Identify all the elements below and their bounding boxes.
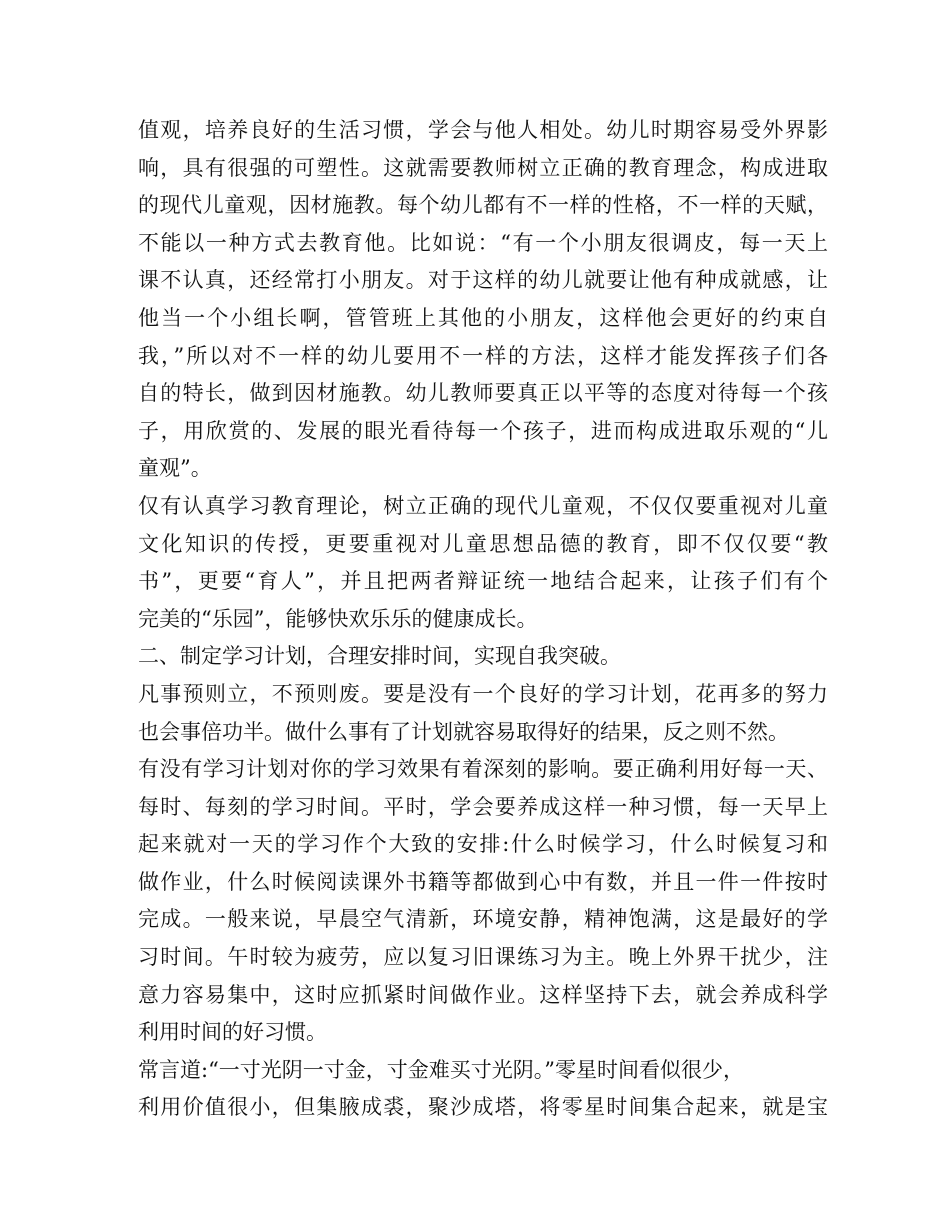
text-line: 书”，更要“育人”，并且把两者辩证统一地结合起来，让孩子们有个: [138, 569, 828, 594]
text-line: 也会事倍功半。做什么事有了计划就容易取得好的结果，反之则不然。: [138, 719, 789, 744]
text-line: 的现代儿童观，因材施教。每个幼儿都有不一样的性格，不一样的天赋，: [138, 193, 828, 218]
text-line: 仅有认真学习教育理论，树立正确的现代儿童观，不仅仅要重视对儿童: [138, 493, 828, 518]
text-line: 每时、每刻的学习时间。平时，学会要养成这样一种习惯，每一天早上: [138, 794, 828, 819]
text-line: 完成。一般来说，早晨空气清新，环境安静，精神饱满，这是最好的学: [138, 907, 828, 932]
text-line: 利用时间的好习惯。: [138, 1020, 327, 1045]
text-line: 童观”。: [138, 456, 212, 481]
text-line: 课不认真，还经常打小朋友。对于这样的幼儿就要让他有种成就感，让: [138, 268, 828, 293]
document-body: [138, 112, 828, 1127]
text-line: 起来就对一天的学习作个大致的安排:什么时候学习，什么时候复习和: [138, 832, 828, 857]
text-line: 有没有学习计划对你的学习效果有着深刻的影响。要正确利用好每一天、: [138, 757, 828, 782]
text-line: 做作业，什么时候阅读课外书籍等都做到心中有数，并且一件一件按时: [138, 869, 828, 894]
text-line: 凡事预则立，不预则废。要是没有一个良好的学习计划，花再多的努力: [138, 681, 828, 706]
section-heading: 二、制定学习计划，合理安排时间，实现自我突破。: [138, 644, 621, 669]
text-line: 他当一个小组长啊，管管班上其他的小朋友，这样他会更好的约束自: [138, 305, 828, 330]
text-line: 不能以一种方式去教育他。比如说：“有一个小朋友很调皮，每一天上: [138, 230, 828, 255]
text-line: 响，具有很强的可塑性。这就需要教师树立正确的教育理念，构成进取: [138, 155, 828, 180]
text-line: 意力容易集中，这时应抓紧时间做作业。这样坚持下去，就会养成科学: [138, 982, 828, 1007]
text-line: 习时间。午时较为疲劳，应以复习旧课练习为主。晚上外界干扰少，注: [138, 945, 828, 970]
text-line: 值观，培养良好的生活习惯，学会与他人相处。幼儿时期容易受外界影: [138, 118, 828, 142]
text-line: 我，”所以对不一样的幼儿要用不一样的方法，这样才能发挥孩子们各: [138, 343, 828, 368]
text-line: 自的特长，做到因材施教。幼儿教师要真正以平等的态度对待每一个孩: [138, 381, 828, 406]
text-line: 文化知识的传授，更要重视对儿童思想品德的教育，即不仅仅要“教: [138, 531, 828, 556]
text-line: 常言道:“一寸光阴一寸金，寸金难买寸光阴。”零星时间看似很少，: [138, 1057, 745, 1082]
text-line: 完美的“乐园”，能够快欢乐乐的健康成长。: [138, 606, 538, 631]
text-line: 利用价值很小，但集腋成裘，聚沙成塔，将零星时间集合起来，就是宝: [138, 1095, 828, 1120]
text-line: 子，用欣赏的、发展的眼光看待每一个孩子，进而构成进取乐观的“儿: [138, 418, 828, 443]
